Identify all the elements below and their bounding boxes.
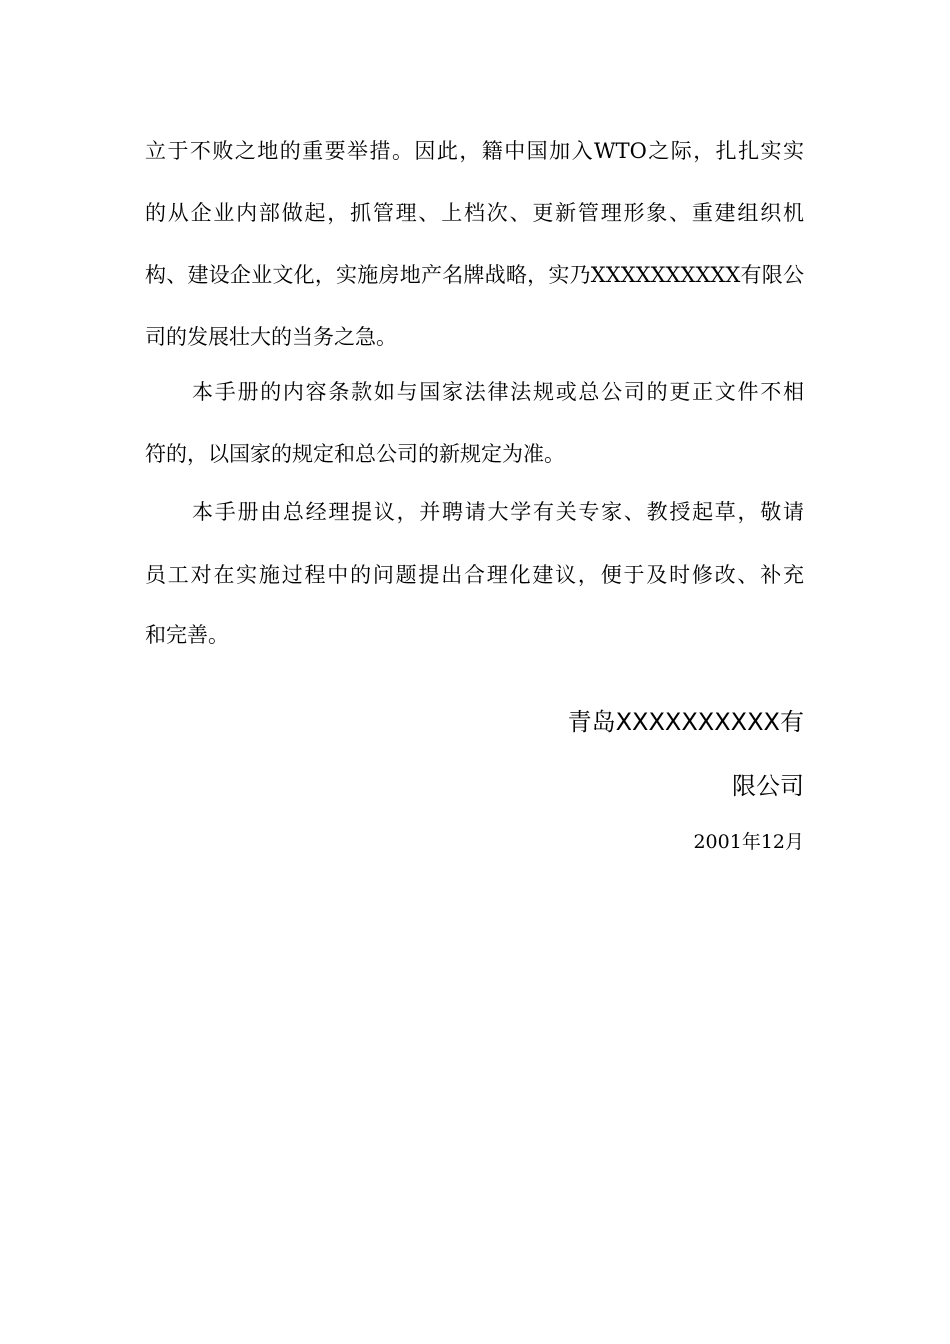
paragraph-3-line-2: 员工对在实施过程中的问题提出合理化建议，便于及时修改、补充 [145,563,804,587]
paragraph-3-line-1: 本手册由总经理提议，并聘请大学有关专家、教授起草，敬请 [192,500,804,524]
paragraph-1-line-1: 立于不败之地的重要举措。因此，籍中国加入WTO之际，扎扎实实 [145,139,804,163]
paragraph-3-line-3: 和完善。 [145,623,229,647]
paragraph-1-line-3: 构、建设企业文化，实施房地产名牌战略，实乃XXXXXXXXXX有限公 [145,263,804,287]
signature-company-line-2: 限公司 [732,772,804,800]
paragraph-2-line-2: 符的，以国家的规定和总公司的新规定为准。 [145,442,565,466]
signature-company-line-1: 青岛XXXXXXXXXX有 [567,708,804,736]
paragraph-1-line-4: 司的发展壮大的当务之急。 [145,325,397,349]
paragraph-1-line-2: 的从企业内部做起，抓管理、上档次、更新管理形象、重建组织机 [145,201,804,225]
signature-date: 2001年12月 [693,831,804,853]
paragraph-2-line-1: 本手册的内容条款如与国家法律法规或总公司的更正文件不相 [192,380,804,404]
